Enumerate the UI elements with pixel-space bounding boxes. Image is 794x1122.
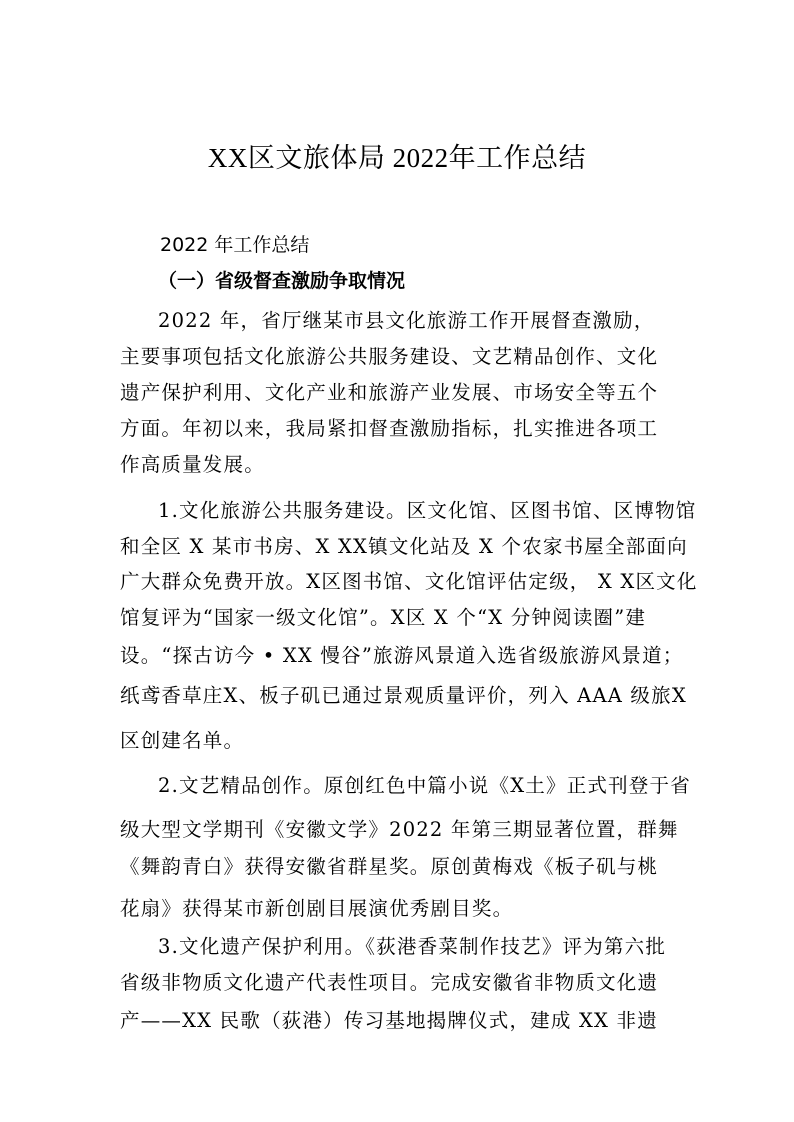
section-heading: （一）省级督查激励争取情况 [158,270,406,292]
paragraph-line: 和全区 X 某市书房、X XX镇文化站及 X 个农家书屋全部面向 [120,535,688,558]
paragraph-line: 馆复评为“国家一级文化馆”。X区 X 个“X 分钟阅读圈”建 [120,606,647,629]
paragraph-line: 作高质量发展。 [120,453,265,476]
paragraph-line: 区创建名单。 [120,729,245,752]
paragraph-line: 级大型文学期刊《安徽文学》2022 年第三期显著位置，群舞 [120,818,679,841]
paragraph-line: 2022 年，省厅继某市县文化旅游工作开展督查激励， [158,309,655,332]
paragraph-line: 设。“探古访今 • XX 慢谷”旅游风景道入选省级旅游风景道； [120,644,684,667]
subheading: 2022 年工作总结 [160,234,310,256]
paragraph-line: 方面。年初以来，我局紧扣督查激励指标，扎实推进各项工 [120,417,659,440]
paragraph-line: 花扇》获得某市新创剧目展演优秀剧目奖。 [120,897,514,920]
paragraph-line: 产——XX 民歌（荻港）传习基地揭牌仪式，建成 XX 非遗 [120,1009,658,1032]
paragraph-line: 主要事项包括文化旅游公共服务建设、文艺精品创作、文化 [120,345,659,368]
paragraph-line: 广大群众免费开放。X区图书馆、文化馆评估定级， X X区文化 [120,570,698,593]
paragraph-line: 《舞韵青白》获得安徽省群星奖。原创黄梅戏《板子矶与桃 [120,855,659,878]
paragraph-line: 2.文艺精品创作。原创红色中篇小说《X土》正式刊登于省 [158,774,691,797]
paragraph-line: 1.文化旅游公共服务建设。区文化馆、区图书馆、区博物馆 [158,499,697,522]
document-title: XX区文旅体局 2022年工作总结 [207,143,587,173]
paragraph-line: 3.文化遗产保护利用。《荻港香菜制作技艺》评为第六批 [158,935,667,958]
paragraph-line: 遗产保护利用、文化产业和旅游产业发展、市场安全等五个 [120,381,659,404]
paragraph-line: 纸鸢香草庄X、板子矶已通过景观质量评价，列入 AAA 级旅X [120,684,687,707]
paragraph-line: 省级非物质文化遗产代表性项目。完成安徽省非物质文化遗 [120,971,659,994]
